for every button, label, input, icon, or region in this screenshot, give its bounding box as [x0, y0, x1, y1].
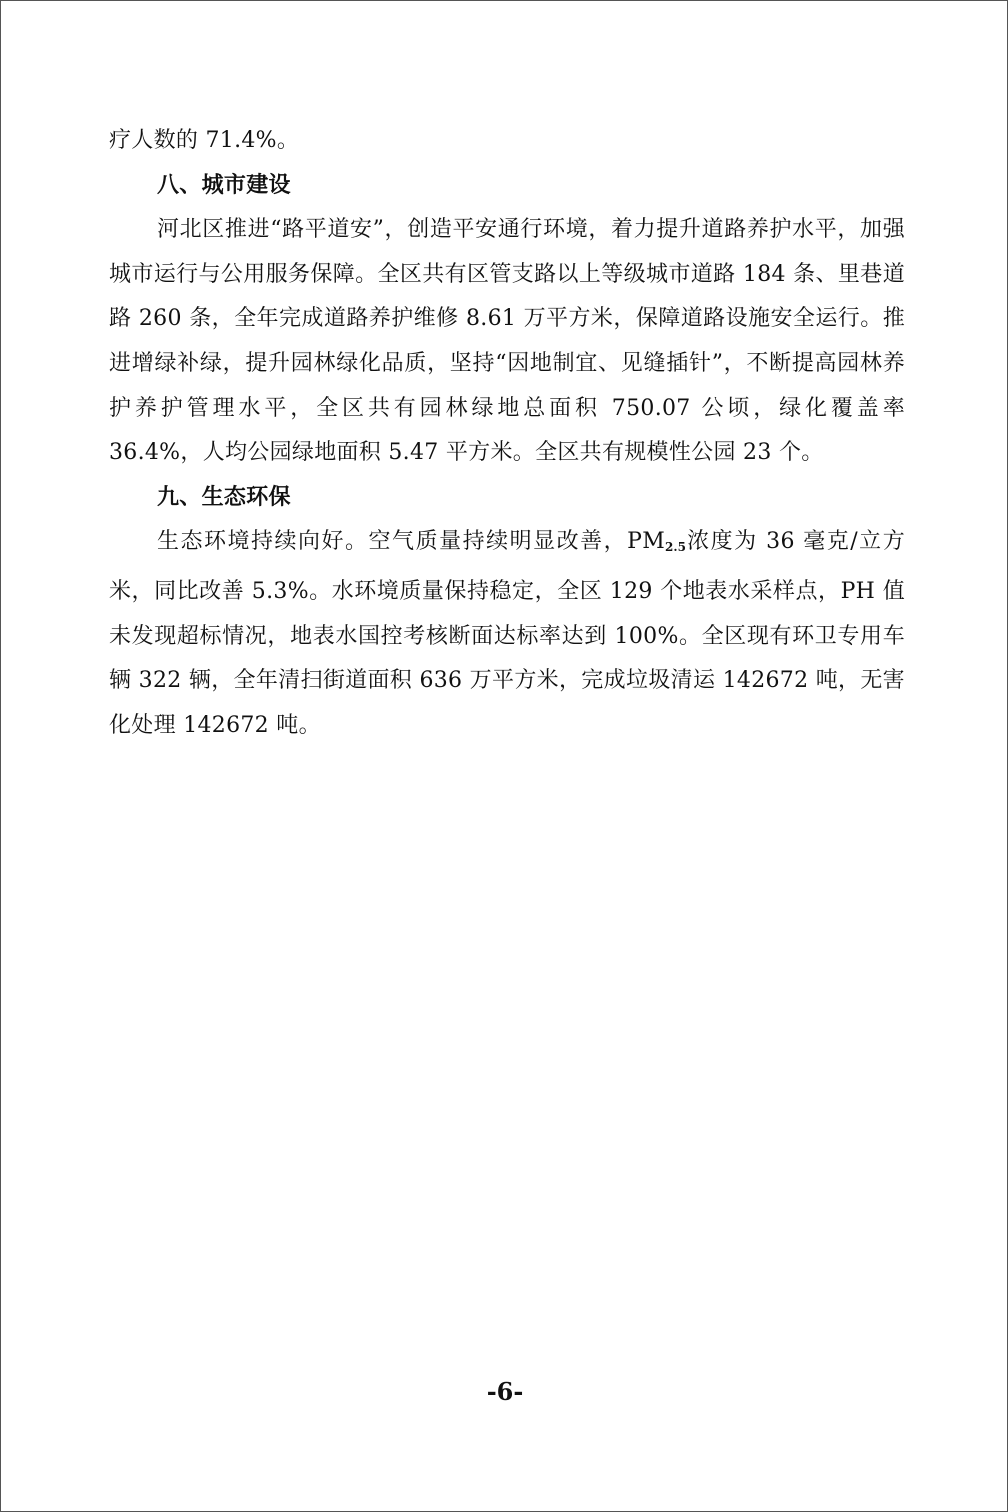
section-heading-urban-construction: 八、城市建设 [157, 172, 291, 198]
ecology-text-part-2: 浓度为 36 毫克/立方米，同比改善 5.3%。水环境质量保持稳定，全区 129 个地表水采样点，PH 值未发现超标情况，地表水国控考核断面达标率达到 100%。全区现有环卫专用车辆 322 辆，全年清扫街道面积 636 万平方米，完成垃圾清运 142672 吨，无害化处理 142672 吨。 [109, 529, 905, 738]
document-body [109, 119, 905, 748]
ecology-text-part-1: 生态环境持续向好。空气质量持续明显改善，PM [157, 529, 666, 555]
section-paragraph-ecology [109, 520, 905, 748]
pm-subscript: 2.5 [665, 540, 686, 555]
section-paragraph-urban-construction: 河北区推进“路平道安”，创造平安通行环境，着力提升道路养护水平，加强城市运行与公用服务保障。全区共有区管支路以上等级城市道路 184 条、里巷道路 260 条，全年完成道路养护维修 8.61 万平方米，保障道路设施安全运行。推进增绿补绿，提升园林绿化品质，坚持“因地制宜、见缝插针”，不断提高园林养护养护管理水平，全区共有园林绿地总面积 750.07 公顷，绿化覆盖率 36.4%，人均公园绿地面积 5.47 平方米。全区共有规模性公园 23 个。 [109, 217, 905, 466]
continuation-paragraph: 疗人数的 71.4%。 [109, 128, 300, 153]
section-heading-ecology: 九、生态环保 [157, 484, 291, 510]
page-number: -6- [486, 1377, 524, 1406]
